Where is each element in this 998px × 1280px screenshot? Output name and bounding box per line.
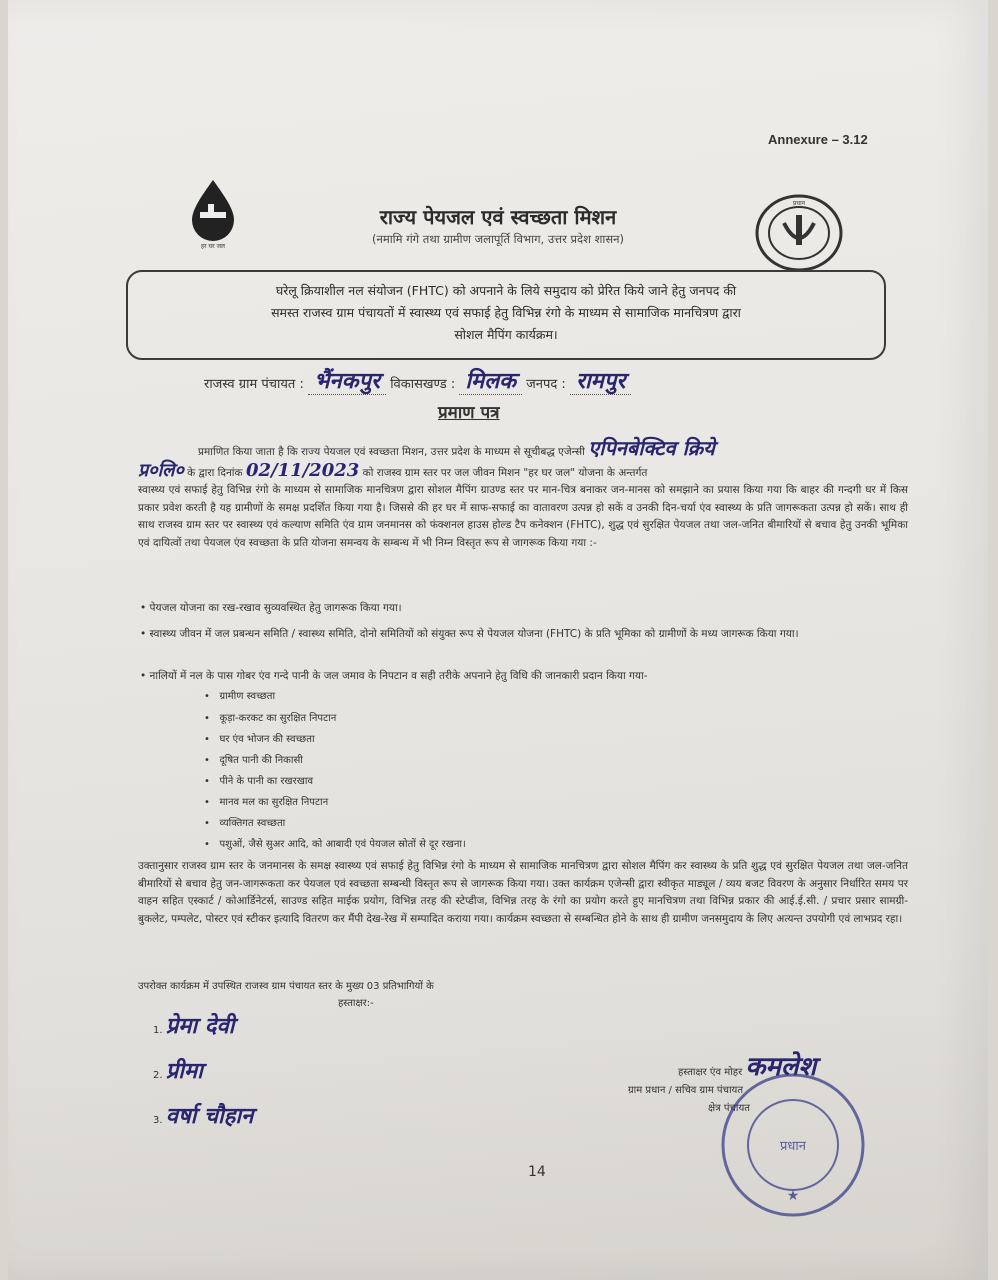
bullet-1: • पेयजल योजना का रख-रखाव सुव्यवस्थित हेतु जागरूक किया गया।: [140, 602, 402, 614]
svg-text:★: ★: [786, 1188, 800, 1204]
logo-right-caption: प्रधान: [793, 200, 805, 207]
district-value: रामपुर: [570, 368, 631, 395]
page-title: राज्य पेयजल एवं स्वच्छता मिशन: [379, 205, 617, 229]
official-seal-stamp-icon: [718, 1070, 868, 1220]
participant-signature-1: 1. प्रेमा देवी: [153, 1013, 235, 1039]
sub-item: • ग्रामीण स्वच्छता: [204, 691, 276, 702]
certificate-paragraph-2: उक्तानुसार राजस्व ग्राम स्तर के जनमानस के समक्ष स्वास्थ्य एवं सफाई हेतु विभिन्न रंगो के माध्यम से सामाजिक मानचित्रण द्वारा सोशल मैपिंग कर स्वास्थ्य के प्रति शुद्ध एवं सुरक्षित पेयजल तथा जल-जनित बीमारियों से बचाव हेतु जन-जागरूकता कर पेयजल एवं स्वच्छता सम्बन्धी विस्तृत रूप से जागरूक किया गया। उक्त कार्यक्रम एजेन्सी द्वारा स्वीकृत माड्यूल / व्यय बजट विवरण के अनुसार निर्धारित समय पर वाहन सहित एस्कार्ट / कोआर्डिनेटर्स, साउण्ड सहित माईक प्रयोग, विभिन्न तरह की स्टेप्डीज, विभिन्न तरह के रंगो का प्रयोग करते हुए मानचित्रण तथा विभिन्न प्रकार की आई.ई.सी. / प्रचार प्रसार सामग्री-बुकलेट, पम्पलेट, पोस्टर एवं स्टीकर इत्यादि वितरण कर मैंपी देख-रेख में सम्पादित कराया गया। कार्यक्रम स्वच्छता से सम्बन्धित होने के साथ ही ग्रामीण जनसमुदाय के लिए अत्यन्त उपयोगी एवं लाभप्रद रहा।: [138, 860, 908, 925]
gram-panchayat-label: राजस्व ग्राम पंचायत :: [204, 377, 304, 392]
banner-line-1: घरेलू क्रियाशील नल संयोजन (FHTC) को अपनाने के लिये समुदाय को प्रेरित किये जाने हेतु जनपद की: [275, 283, 737, 298]
kshetra-panchayat: क्षेत्र पंचायत: [708, 1103, 750, 1114]
program-banner: [126, 270, 886, 360]
participant-signature-2: 2. प्रीमा: [153, 1058, 203, 1084]
p1-part-c: को राजस्व ग्राम स्तर पर जल जीवन मिशन "हर घर जल" योजना के अन्तर्गत: [362, 466, 648, 479]
sub-item: • दूषित पानी की निकासी: [204, 755, 303, 766]
logo-left-caption: हर घर जल: [201, 243, 225, 250]
sub-item: • पीने के पानी का रखरखाव: [204, 776, 314, 787]
signature-label: हस्ताक्षर एंव मोहर: [678, 1067, 743, 1078]
certificate-paragraph-1: [138, 436, 908, 552]
participant-signature-3: 3. वर्षा चौहान: [153, 1103, 254, 1129]
sub-item: • मानव मल का सुरक्षित निपटान: [204, 797, 329, 808]
annexure-label: Annexure – 3.12: [768, 132, 868, 147]
certificate-heading: प्रमाण पत्र: [438, 403, 500, 423]
page-number: 14: [528, 1164, 546, 1180]
signatures-note: उपरोक्त कार्यक्रम में उपस्थित राजस्व ग्राम पंचायत स्तर के मुख्य 03 प्रतिभागियों के हस्ताक्षर:-: [138, 981, 434, 1009]
pradhan-designation: ग्राम प्रधान / सचिव ग्राम पंचायत: [628, 1085, 744, 1096]
document-sheet: [8, 0, 988, 1280]
banner-line-2: समस्त राजस्व ग्राम पंचायतों में स्वास्थ्य एवं सफाई हेतु विभिन्न रंगो के माध्यम से सामाजिक मानचित्रण द्वारा: [271, 305, 741, 320]
banner-line-3: सोशल मैपिंग कार्यक्रम।: [454, 327, 558, 342]
sub-item: • कूड़ा-करकट का सुरक्षित निपटान: [204, 713, 337, 724]
village-abbrev: प्र०लि०: [138, 459, 184, 481]
location-fields: [204, 365, 924, 395]
program-date: 02/11/2023: [245, 459, 360, 481]
bullet-3: • नालियों में नल के पास गोबर एंव गन्दे पानी के जल जमाव के निपटान व सही तरीके अपनाने हेतु विधि की जानकारी प्रदान किया गया-: [140, 670, 648, 682]
agency-name: एपिनबेक्टिव क्रिये: [588, 436, 715, 460]
sub-item: • घर एंव भोजन की स्वच्छता: [204, 734, 315, 745]
svg-text:प्रधान: प्रधान: [780, 1139, 806, 1154]
sub-item: • व्यक्तिगत स्वच्छता: [204, 818, 286, 829]
page-subtitle: (नमामि गंगे तथा ग्रामीण जलापूर्ति विभाग, उत्तर प्रदेश शासन): [371, 232, 625, 246]
p1-part-d: स्वास्थ्य एवं सफाई हेतु विभिन्न रंगो के माध्यम से सामाजिक मानचित्रण द्वारा सोशल मैपिंग ग्राउण्ड स्तर पर मान-चित्र बनाकर जन-मानस को समझाने का प्रयास किया गया कि बाहर की गन्दगी घर में किस प्रकार प्रवेश करती है यह ग्रामीणों के समक्ष प्रदर्शित किया गया है। जिससे की हर घर में साफ-सफाई का वातावरण उत्पन्न हो सकें व उनकी दिन-चर्या एंव स्वास्थ्य के प्रति जागरूकता उत्पन्न हो सकें। साथ ही साथ राजस्व ग्राम स्तर पर स्वास्थ्य एवं कल्याण समिति एंव ग्राम जनमानस को फंक्शनल हाउस होल्ड टैप कनेक्शन (FHTC), शुद्ध एवं सुरक्षित पेयजल तथा जल-जनित बीमारियों से बचाव हेतु उनकी भूमिका एवं दायित्वों तथा पेयजल एंव स्वच्छता के प्रति योजना समन्वय के सम्बन्ध में भी निम्न विस्तृत रूप से जागरूक किया गया :-: [138, 484, 908, 549]
p1-part-b: के द्वारा दिनांक: [187, 466, 243, 479]
p1-part-a: प्रमाणित किया जाता है कि राज्य पेयजल एवं स्वच्छता मिशन, उत्तर प्रदेश के माध्यम से सूचीबद्ध एजेन्सी: [198, 446, 585, 458]
bullet-2: • स्वास्थ्य जीवन में जल प्रबन्धन समिति / स्वास्थ्य समिति, दोनो समितियों को संयुक्त रूप से पेयजल योजना (FHTC) के प्रति भूमिका को ग्रामीणों के मध्य जागरूक किया गया।: [140, 628, 799, 640]
pradhan-signature: कमलेश: [745, 1052, 817, 1082]
district-label: जनपद :: [526, 377, 566, 392]
block-label: विकासखण्ड :: [390, 377, 456, 392]
up-govt-emblem-icon: [754, 193, 844, 273]
block-value: मिलक: [459, 368, 522, 395]
sub-item: • पशुओं, जैसे सुअर आदि, को आबादी एवं पेयजल स्रोतों से दूर रखना।: [204, 839, 466, 850]
gram-panchayat-value: भैंनकपुर: [308, 368, 386, 395]
